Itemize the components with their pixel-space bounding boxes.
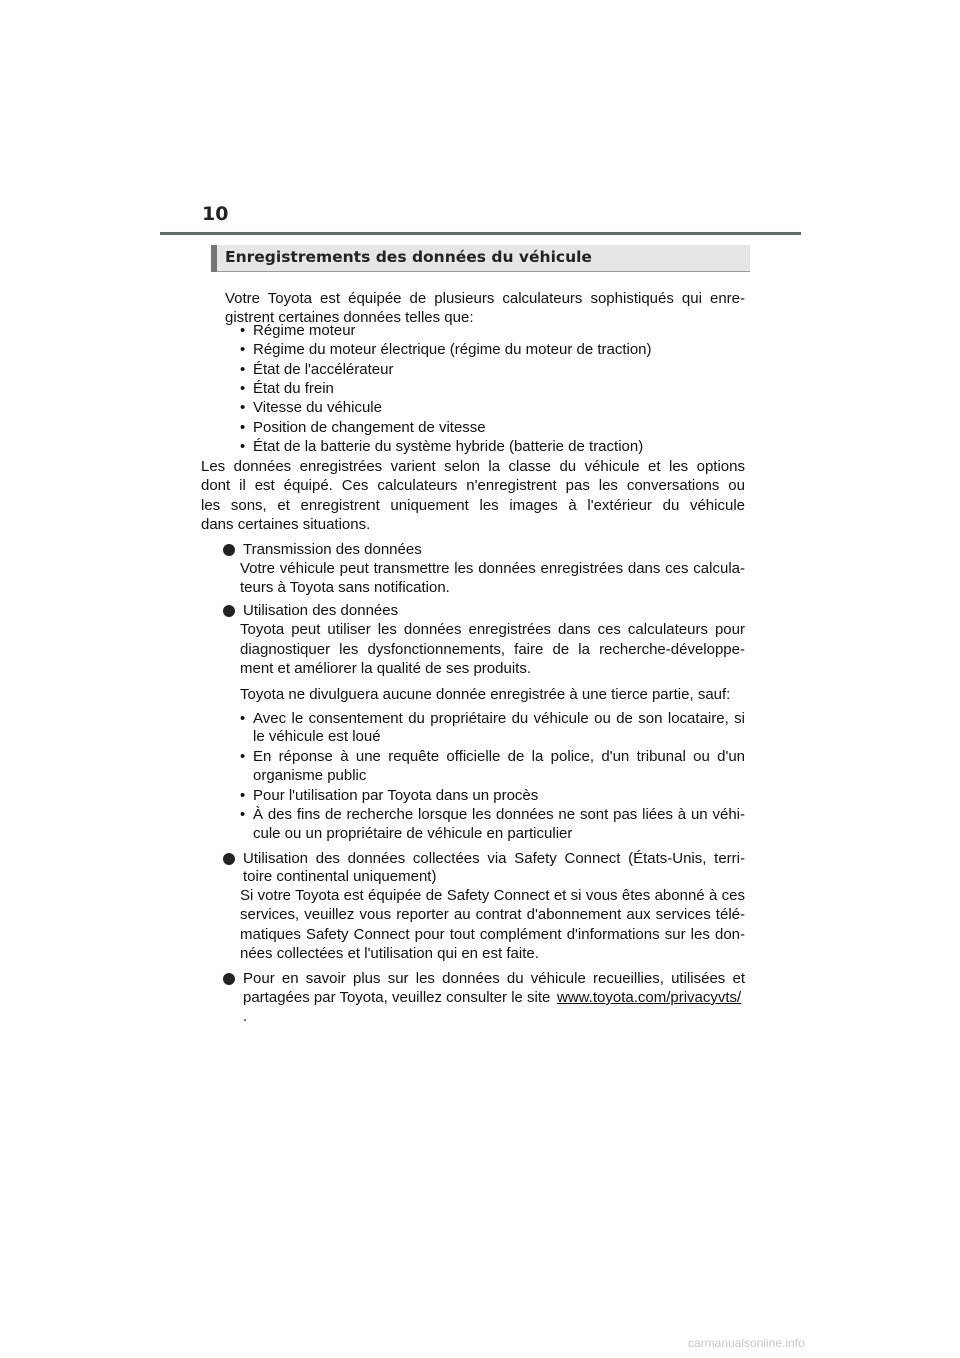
paragraph-line: teurs à Toyota sans notification. — [240, 579, 450, 596]
paragraph-line: Toyota ne divulguera aucune donnée enregistrée à une tierce partie, sauf: — [240, 686, 731, 703]
list-item: Pour l'utilisation par Toyota dans un procès — [253, 787, 539, 804]
paragraph-line: dans certaines situations. — [201, 516, 371, 533]
round-bullet-icon — [223, 853, 235, 865]
list-item: Avec le consentement du propriétaire du véhicule ou de son locataire, si — [253, 710, 745, 727]
topic-heading: Utilisation des données — [243, 602, 399, 619]
list-bullet: • — [240, 787, 246, 804]
list-item-cont: organisme public — [253, 767, 367, 784]
paragraph-line: les sons, et enregistrent uniquement les images à l'extérieur du véhicule — [201, 497, 745, 514]
paragraph-line: Votre véhicule peut transmettre les données enregistrées dans ces calcula- — [240, 560, 745, 577]
header-rule — [160, 232, 801, 235]
list-bullet: • — [240, 806, 246, 823]
list-bullet: • — [240, 748, 246, 765]
list-bullet: • — [240, 322, 246, 339]
paragraph-line: matiques Safety Connect pour tout complément d'informations sur les don- — [240, 926, 745, 943]
paragraph-line: dont il est équipé. Ces calculateurs n'enregistrent pas les conversations ou — [201, 477, 745, 494]
topic-heading: Transmission des données — [243, 541, 422, 558]
list-bullet: • — [240, 361, 246, 378]
list-item: À des fins de recherche lorsque les données ne sont pas liées à un véhi- — [253, 806, 745, 823]
list-item: État de l'accélérateur — [253, 361, 394, 378]
section-title: Enregistrements des données du véhicule — [225, 248, 592, 266]
intro-line: Votre Toyota est équipée de plusieurs calculateurs sophistiqués qui enre- — [225, 290, 745, 307]
list-item-cont: cule ou un propriétaire de véhicule en particulier — [253, 825, 573, 842]
paragraph-line: diagnostiquer les dysfonctionnements, faire de la recherche-développe- — [240, 641, 745, 658]
list-item: Position de changement de vitesse — [253, 419, 486, 436]
list-item: Régime du moteur électrique (régime du moteur de traction) — [253, 341, 652, 358]
list-item: Régime moteur — [253, 322, 356, 339]
list-bullet: • — [240, 341, 246, 358]
topic-heading: toire continental uniquement) — [243, 868, 437, 885]
list-bullet: • — [240, 710, 246, 727]
paragraph-line: Si votre Toyota est équipée de Safety Connect et si vous êtes abonné à ces — [240, 887, 745, 904]
list-item: État du frein — [253, 380, 334, 397]
list-bullet: • — [240, 419, 246, 436]
paragraph-line: services, veuillez vous reporter au contrat d'abonnement aux services télé- — [240, 906, 745, 923]
section-header — [211, 245, 750, 272]
paragraph-line: nées collectées et l'utilisation qui en est faite. — [240, 945, 539, 962]
paragraph-line: Les données enregistrées varient selon la classe du véhicule et les options — [201, 458, 745, 475]
list-bullet: • — [240, 438, 246, 455]
list-bullet: • — [240, 399, 246, 416]
paragraph-line: Toyota peut utiliser les données enregistrées dans ces calculateurs pour — [240, 621, 745, 638]
round-bullet-icon — [223, 605, 235, 617]
page-number: 10 — [202, 203, 229, 225]
section-header-bar — [211, 245, 217, 272]
list-item: État de la batterie du système hybride (batterie de traction) — [253, 438, 644, 455]
paragraph-line: ment et améliorer la qualité de ses produits. — [240, 660, 531, 677]
list-item: En réponse à une requête officielle de la police, d'un tribunal ou d'un — [253, 748, 745, 765]
paragraph-line: partagées par Toyota, veuillez consulter le site — [243, 989, 551, 1006]
paragraph-line: . — [243, 1008, 248, 1025]
watermark: carmanualsonline.info — [688, 1336, 805, 1350]
round-bullet-icon — [223, 544, 235, 556]
intro-line: gistrent certaines données telles que: — [225, 309, 474, 326]
list-bullet: • — [240, 380, 246, 397]
topic-heading: Pour en savoir plus sur les données du véhicule recueillies, utilisées et — [243, 970, 745, 987]
topic-heading: Utilisation des données collectées via Safety Connect (États-Unis, terri- — [243, 850, 745, 867]
list-item: Vitesse du véhicule — [253, 399, 382, 416]
privacy-link[interactable]: www.toyota.com/privacyvts/ — [557, 989, 742, 1006]
round-bullet-icon — [223, 973, 235, 985]
list-item-cont: le véhicule est loué — [253, 728, 381, 745]
